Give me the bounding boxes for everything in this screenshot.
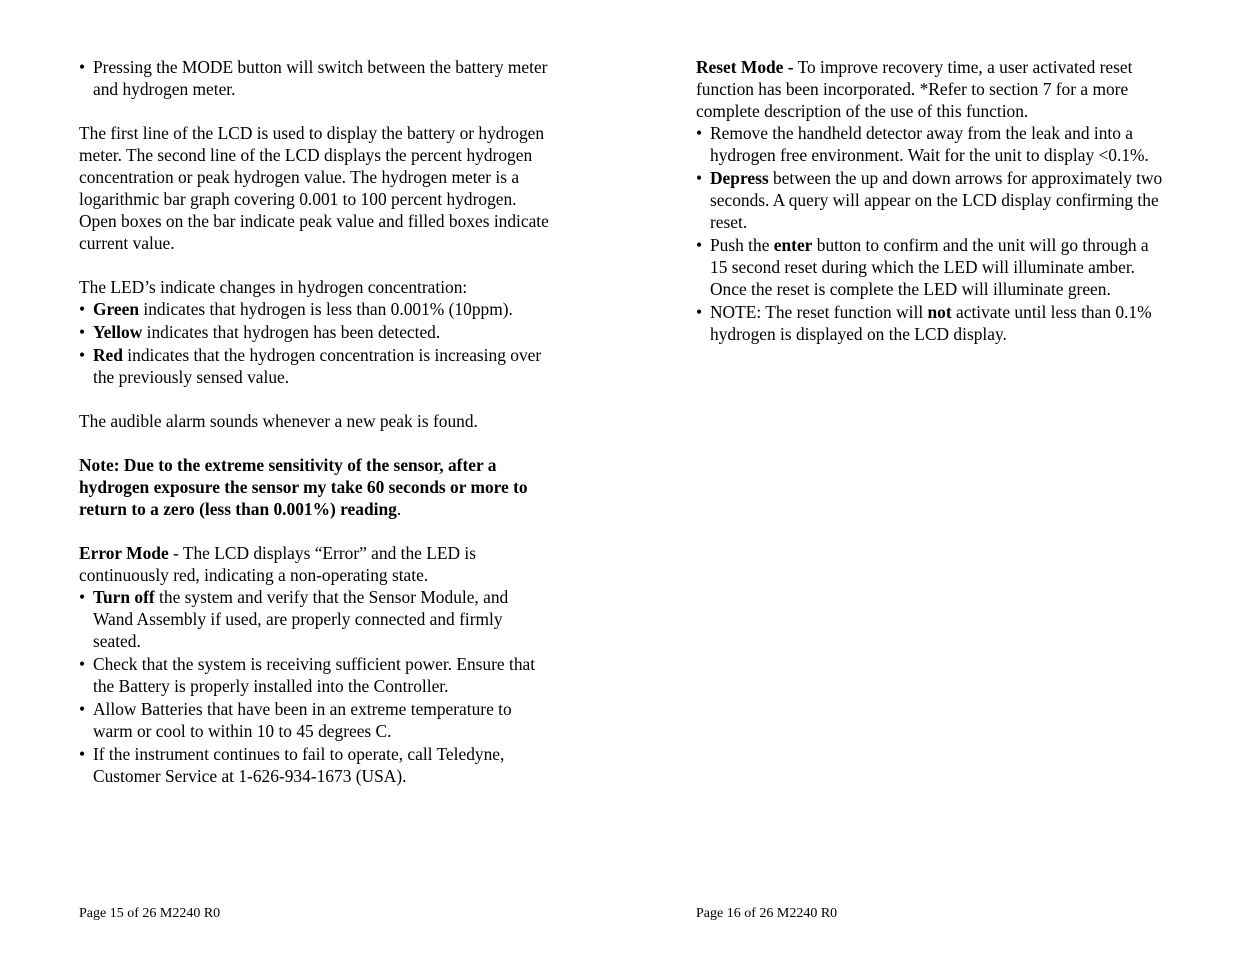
bullet-icon: • <box>79 699 86 719</box>
list-item <box>79 298 549 320</box>
list-item <box>79 698 549 742</box>
bullet-text: Check that the system is receiving sufficient power. Ensure that the Battery is properly installed into the Controller. <box>93 654 536 696</box>
bullet-text: Remove the handheld detector away from the leak and into a hydrogen free environment. Wait for the unit to display <0.1%. <box>710 123 1149 165</box>
alarm-text: The audible alarm sounds whenever a new peak is found. <box>79 411 478 431</box>
list-item <box>696 234 1166 300</box>
bullet-bold-text: enter <box>773 235 813 255</box>
error-mode-text: - The LCD displays “Error” and the LED is continuously red, indicating a non-operating state. <box>79 543 476 585</box>
mode-bullet-list <box>79 56 549 100</box>
bullet-text: Allow Batteries that have been in an extreme temperature to warm or cool to within 10 to 45 degrees C. <box>93 699 512 741</box>
led-color-label: Yellow <box>93 322 143 342</box>
list-item <box>79 56 549 100</box>
error-mode-heading: Error Mode <box>79 543 169 563</box>
error-bullet-list <box>79 586 549 787</box>
list-item <box>696 167 1166 233</box>
reset-bullet-list <box>696 122 1166 345</box>
bullet-icon: • <box>79 322 86 342</box>
bullet-icon: • <box>79 57 86 77</box>
bullet-text: If the instrument continues to fail to operate, call Teledyne, Customer Service at 1-626-934-1673 (USA). <box>93 744 505 786</box>
bullet-text: button to confirm and the unit will go through a 15 second reset during which the LED will illuminate amber. Once the reset is complete the LED will illuminate green. <box>710 235 1149 299</box>
bullet-bold-text: not <box>927 302 952 322</box>
bullet-icon: • <box>696 302 703 322</box>
bullet-bold-text: Turn off <box>93 587 155 607</box>
list-item <box>79 653 549 697</box>
led-color-label: Red <box>93 345 123 365</box>
bullet-icon: • <box>696 123 703 143</box>
bullet-icon: • <box>696 235 703 255</box>
bullet-icon: • <box>79 654 86 674</box>
bullet-text: Pressing the MODE button will switch between the battery meter and hydrogen meter. <box>93 57 548 99</box>
led-color-label: Green <box>93 299 140 319</box>
sensitivity-note <box>79 454 549 520</box>
note-end-text: . <box>396 499 402 519</box>
list-item <box>79 586 549 652</box>
error-mode-paragraph <box>79 542 549 586</box>
bullet-icon: • <box>696 168 703 188</box>
bullet-text: the system and verify that the Sensor Module, and Wand Assembly if used, are properly connected and firmly seated. <box>93 587 509 651</box>
list-item <box>79 743 549 787</box>
bullet-icon: • <box>79 587 86 607</box>
list-item <box>696 301 1166 345</box>
led-bullet-list <box>79 298 549 388</box>
left-page <box>79 56 549 788</box>
bullet-text: activate until less than 0.1% hydrogen is displayed on the LCD display. <box>710 302 1152 344</box>
bullet-text: Push the <box>710 235 774 255</box>
page-number-footer-right: Page 16 of 26 M2240 R0 <box>696 906 838 921</box>
page-number-footer-left: Page 15 of 26 M2240 R0 <box>79 906 221 921</box>
reset-mode-heading: Reset Mode - <box>696 57 794 77</box>
list-item <box>696 122 1166 166</box>
bullet-text: indicates that hydrogen is less than 0.001% (10ppm). <box>139 299 513 319</box>
reset-mode-paragraph <box>696 56 1166 122</box>
note-bold-text: Note: Due to the extreme sensitivity of the sensor, after a hydrogen exposure the sensor my take 60 seconds or more to return to a zero (less than 0.001%) reading <box>79 455 528 519</box>
bullet-text: indicates that hydrogen has been detected. <box>142 322 441 342</box>
reset-mode-text: To improve recovery time, a user activated reset function has been incorporated. *Refer to section 7 for a more complete description of the use of this function. <box>696 57 1133 121</box>
right-page <box>696 56 1166 346</box>
list-item <box>79 344 549 388</box>
led-intro-text: The LED’s indicate changes in hydrogen concentration: <box>79 277 468 297</box>
bullet-text: NOTE: The reset function will <box>710 302 928 322</box>
bullet-bold-text: Depress <box>710 168 769 188</box>
bullet-icon: • <box>79 299 86 319</box>
bullet-text: between the up and down arrows for approximately two seconds. A query will appear on the LCD display confirming the reset. <box>710 168 1163 232</box>
bullet-text: indicates that the hydrogen concentration is increasing over the previously sensed value. <box>93 345 542 387</box>
bullet-icon: • <box>79 744 86 764</box>
bullet-icon: • <box>79 345 86 365</box>
lcd-description-paragraph: The first line of the LCD is used to display the battery or hydrogen meter. The second line of the LCD displays the percent hydrogen concentration or peak hydrogen value. The hydrogen meter is a logarithmic bar graph covering 0.001 to 100 percent hydrogen. Open boxes on the bar indicate peak value and filled boxes indicate current value. <box>79 123 549 253</box>
list-item <box>79 321 549 343</box>
